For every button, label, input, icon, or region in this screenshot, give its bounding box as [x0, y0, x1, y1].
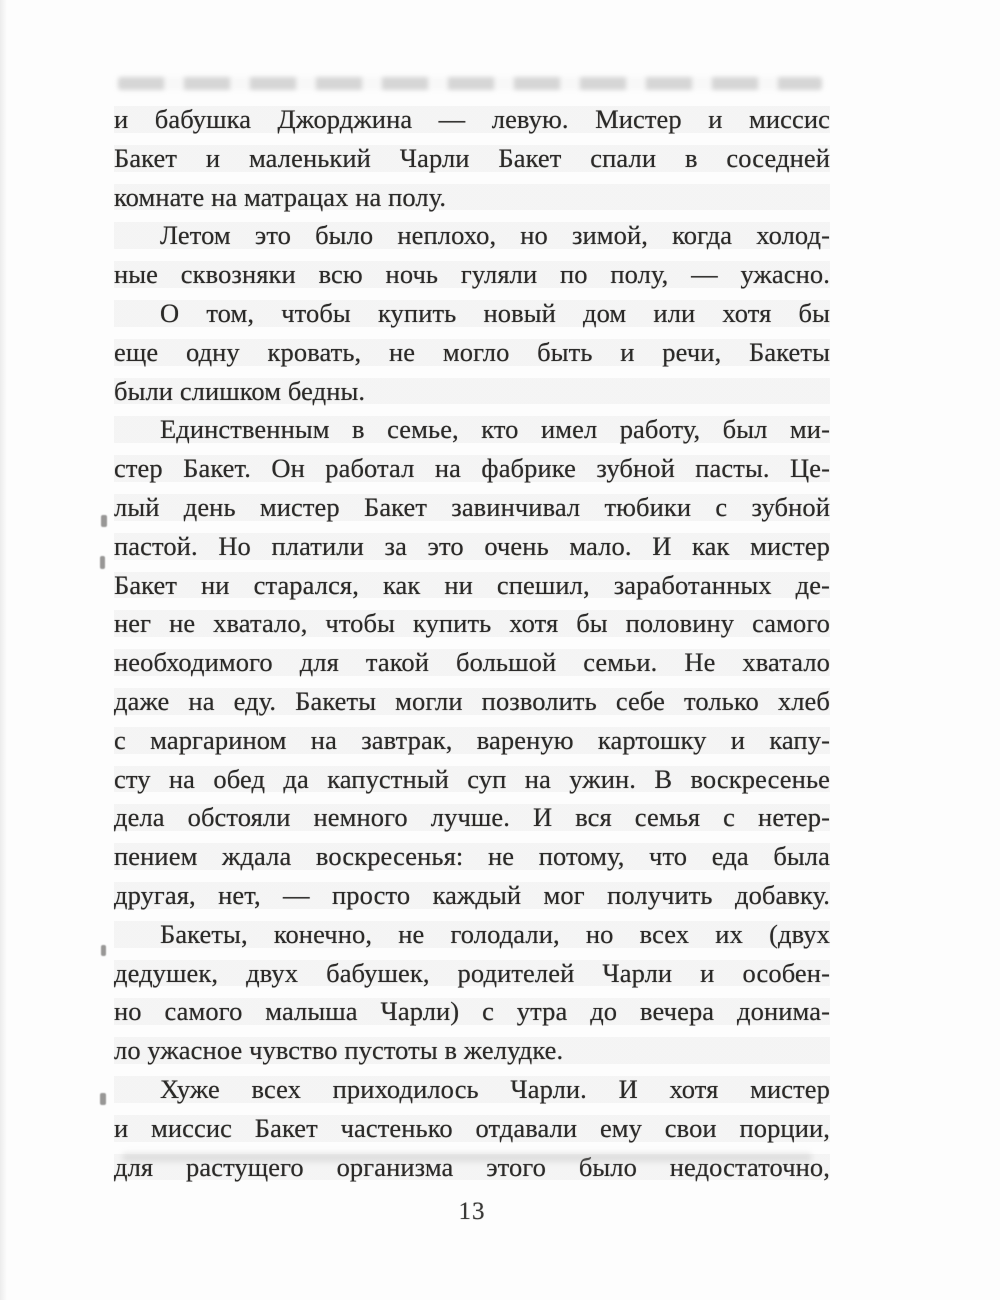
text-line: лый день мистер Бакет завинчивал тюбики с зубной — [114, 488, 830, 527]
paragraph — [114, 1070, 830, 1186]
text-line: Бакет и маленький Чарли Бакет спали в соседней — [114, 139, 830, 178]
text-line: были слишком бедны. — [114, 372, 830, 411]
scan-speck — [101, 945, 106, 956]
text-line: даже на еду. Бакеты могли позволить себе только хлеб — [114, 682, 830, 721]
text-line: Бакеты, конечно, не голодали, но всех их (двух — [114, 915, 830, 954]
scan-speck — [100, 556, 105, 569]
text-line: пением ждала воскресенья: не потому, что еда была — [114, 837, 830, 876]
scan-artifact-top — [118, 77, 822, 90]
text-line: но самого малыша Чарли) с утра до вечера донима- — [114, 992, 830, 1031]
text-line: ло ужасное чувство пустоты в желудке. — [114, 1031, 830, 1070]
text-line: для растущего организма этого было недостаточно, — [114, 1148, 830, 1187]
text-line: Хуже всех приходилось Чарли. И хотя мистер — [114, 1070, 830, 1109]
scan-speck — [101, 515, 107, 527]
paragraph — [114, 216, 830, 294]
text-line: с маргарином на завтрак, вареную картошку и капу- — [114, 721, 830, 760]
text-line: дедушек, двух бабушек, родителей Чарли и особен- — [114, 954, 830, 993]
text-line: Бакет ни старался, как ни спешил, заработанных де- — [114, 566, 830, 605]
paragraph — [114, 410, 830, 914]
text-line: необходимого для такой большой семьи. Не хватало — [114, 643, 830, 682]
text-line: О том, чтобы купить новый дом или хотя бы — [114, 294, 830, 333]
scan-speck — [100, 1093, 106, 1105]
text-line: пастой. Но платили за это очень мало. И как мистер — [114, 527, 830, 566]
text-line: сту на обед да капустный суп на ужин. В воскресенье — [114, 760, 830, 799]
text-line: Единственным в семье, кто имел работу, был ми- — [114, 410, 830, 449]
page-number: 13 — [458, 1198, 486, 1225]
text-line: и миссис Бакет частенько отдавали ему свои порции, — [114, 1109, 830, 1148]
text-line: нег не хватало, чтобы купить хотя бы половину самого — [114, 604, 830, 643]
text-line: стер Бакет. Он работал на фабрике зубной пасты. Це- — [114, 449, 830, 488]
paragraph — [114, 294, 830, 410]
paragraph — [114, 915, 830, 1070]
scan-artifact-bottom — [122, 1153, 812, 1162]
text-block — [114, 100, 830, 1186]
text-line: дела обстояли немного лучше. И вся семья с нетер- — [114, 798, 830, 837]
text-line: и бабушка Джорджина — левую. Мистер и миссис — [114, 100, 830, 139]
text-line: еще одну кровать, не могло быть и речи, Бакеты — [114, 333, 830, 372]
paragraph — [114, 100, 830, 216]
text-line: комнате на матрацах на полу. — [114, 178, 830, 217]
text-line: Летом это было неплохо, но зимой, когда холод- — [114, 216, 830, 255]
text-line: другая, нет, — просто каждый мог получить добавку. — [114, 876, 830, 915]
text-line: ные сквозняки всю ночь гуляли по полу, — ужасно. — [114, 255, 830, 294]
